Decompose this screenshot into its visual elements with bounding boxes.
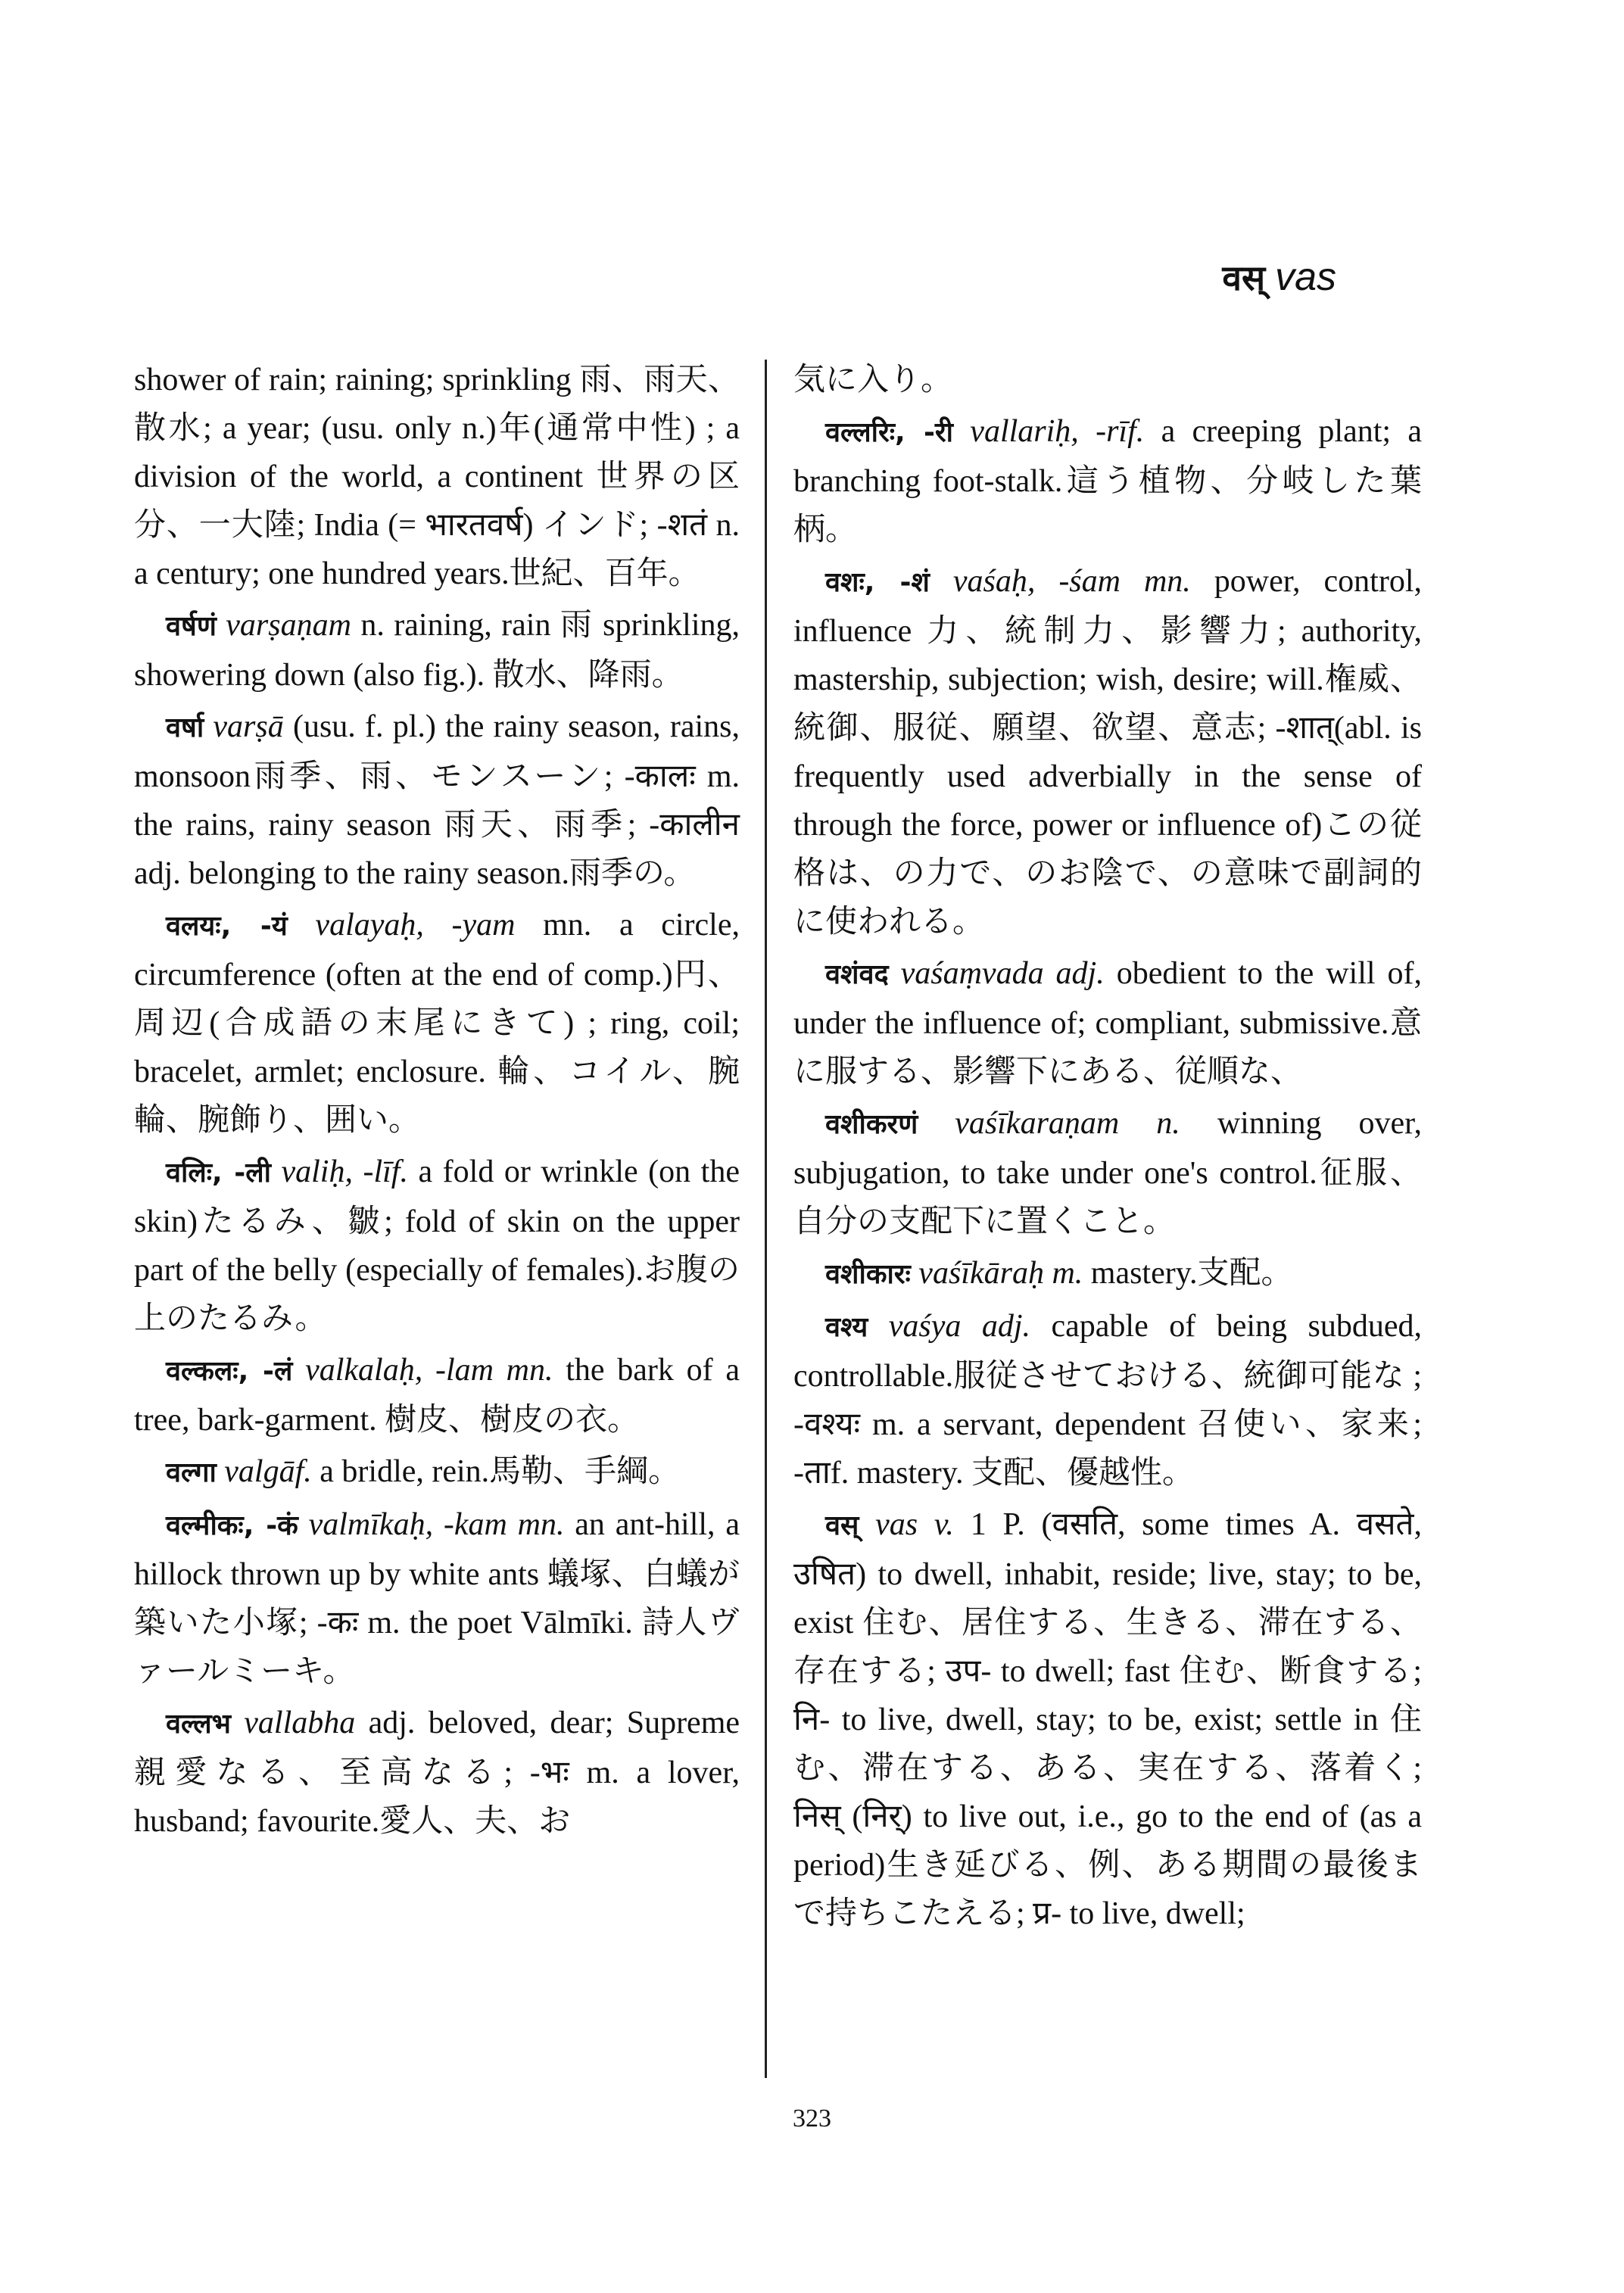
entry-definition: winning over, subjugation, to take under one's control.征服、自分の支配下に置くこと。 bbox=[793, 1106, 1422, 1239]
entry-headword: वल्लरिः, -री bbox=[825, 417, 953, 448]
entry-headword: वशीकारः bbox=[825, 1259, 911, 1290]
entry-transliteration: vaśaṃvada adj. bbox=[900, 956, 1105, 991]
entry-definition: 気に入り。 bbox=[793, 363, 953, 397]
dictionary-entry bbox=[134, 901, 740, 1145]
dictionary-entry bbox=[793, 407, 1422, 554]
entry-transliteration: vaśaḥ, -śam mn. bbox=[952, 564, 1191, 599]
running-head bbox=[1222, 257, 1336, 298]
column-divider bbox=[765, 360, 767, 2078]
entry-headword: वल्लभ bbox=[166, 1709, 231, 1740]
entry-definition: adj. beloved, dear; Supreme 親愛なる、至高なる; -भः m. a lover, husband; favourite.愛人、夫、お bbox=[134, 1706, 740, 1839]
entry-transliteration: vaśīkaraṇam n. bbox=[955, 1106, 1180, 1141]
dictionary-entry bbox=[793, 1249, 1422, 1299]
entry-headword: वल्मीकः, -कं bbox=[166, 1510, 298, 1541]
entry-definition: mn. a circle, circumference (often at the end of comp.)円、周辺(合成語の末尾にきて) ; ring, coil; bracelet, armlet; enclosure. 輪、コイル、腕輪、腕飾り、囲い。 bbox=[134, 908, 740, 1138]
left-column bbox=[134, 356, 740, 1849]
dictionary-entry bbox=[134, 1699, 740, 1846]
entry-headword: वल्कलः, -लं bbox=[166, 1356, 293, 1387]
dictionary-entry bbox=[134, 356, 740, 598]
entry-headword: वस् bbox=[825, 1510, 859, 1541]
entry-transliteration: varṣaṇam bbox=[226, 608, 351, 643]
entry-transliteration: vallabha bbox=[244, 1706, 356, 1740]
entry-transliteration: varṣā bbox=[213, 709, 284, 744]
dictionary-entry bbox=[793, 1500, 1422, 1938]
dictionary-entry bbox=[793, 1099, 1422, 1246]
entry-transliteration: vaśīkāraḥ m. bbox=[918, 1256, 1083, 1291]
entry-definition: n. raining, rain 雨 sprinkling, showering down (also fig.). 散水、降雨。 bbox=[134, 608, 740, 693]
entry-headword: वशः, -शं bbox=[825, 567, 930, 598]
entry-headword: वर्षणं bbox=[166, 611, 217, 642]
entry-headword: वशंवद bbox=[825, 959, 889, 990]
entry-definition: mastery.支配。 bbox=[1083, 1256, 1293, 1291]
dictionary-entry bbox=[793, 1302, 1422, 1497]
entry-headword: वल्गा bbox=[166, 1457, 217, 1488]
entry-transliteration: valkalaḥ, -lam mn. bbox=[305, 1353, 553, 1388]
dictionary-entry bbox=[134, 703, 740, 898]
running-head-roman: vas bbox=[1275, 255, 1336, 299]
entry-transliteration: vallariḥ, -rīf. bbox=[970, 414, 1145, 449]
entry-definition: capable of being subdued, controllable.服従させておける、統御可能な ; -वश्यः m. a servant, dependent 召使い、家来; -ताf. mastery. 支配、優越性。 bbox=[793, 1309, 1422, 1491]
entry-definition: 1 P. (वसति, some times A. वसते, उषित) to dwell, inhabit, reside; live, stay; to be, exist 住む、居住する、生きる、滞在する、存在する; उप- to dwell; fast 住む、断食する; नि- to live, dwell, stay; to be, exist; settle in 住む、滞在する、ある、実在する、落着く; निस् (निर्) to live out, i.e., go to the end of (as a period)生き延びる、例、ある期間の最後まで持ちこたえる; प्र- to live, dwell; bbox=[793, 1507, 1422, 1931]
entry-headword: वश्य bbox=[825, 1312, 868, 1343]
entry-definition: (usu. f. pl.) the rainy season, rains, monsoon雨季、雨、モンスーン; -कालः m. the rains, rainy season 雨天、雨季; -कालीन adj. belonging to the rainy season.雨季の。 bbox=[134, 709, 740, 891]
right-column bbox=[793, 356, 1422, 1941]
entry-headword: वर्षा bbox=[166, 712, 204, 743]
entry-definition: the bark of a tree, bark-garment. 樹皮、樹皮の衣。 bbox=[134, 1353, 740, 1438]
entry-transliteration: valiḥ, -līf. bbox=[281, 1154, 408, 1189]
page-number: 323 bbox=[793, 2105, 831, 2133]
entry-definition: a fold or wrinkle (on the skin)たるみ、皺; fold of skin on the upper part of the belly (especially of females).お腹の上のたるみ。 bbox=[134, 1154, 740, 1336]
dictionary-entry bbox=[134, 1346, 740, 1444]
dictionary-entry bbox=[134, 1148, 740, 1343]
dictionary-entry bbox=[134, 601, 740, 699]
entry-definition: a bridle, rein.馬勒、手綱。 bbox=[311, 1454, 681, 1489]
entry-definition: obedient to the will of, under the influence of; compliant, submissive.意に服する、影響下にある、従順な、 bbox=[793, 956, 1422, 1089]
entry-definition: an ant-hill, a hillock thrown up by white ants 蟻塚、白蟻が築いた小塚; -कः m. the poet Vālmīki. 詩人ヴァールミーキ。 bbox=[134, 1507, 740, 1689]
dictionary-entry bbox=[134, 1447, 740, 1497]
entry-transliteration: vas v. bbox=[875, 1507, 954, 1542]
entry-headword: वलयः, -यं bbox=[166, 911, 288, 942]
running-head-devanagari: वस् bbox=[1222, 257, 1266, 298]
entry-transliteration: vaśya adj. bbox=[888, 1309, 1030, 1344]
dictionary-entry bbox=[793, 356, 1422, 404]
entry-definition: a creeping plant; a branching foot-stalk.這う植物、分岐した葉柄。 bbox=[793, 414, 1422, 547]
entry-transliteration: valmīkaḥ, -kam mn. bbox=[308, 1507, 565, 1542]
entry-headword: वलिः, -ली bbox=[166, 1157, 271, 1189]
dictionary-entry bbox=[793, 557, 1422, 946]
entry-transliteration: valayaḥ, -yam bbox=[315, 908, 516, 942]
dictionary-entry bbox=[793, 949, 1422, 1096]
entry-definition: shower of rain; raining; sprinkling 雨、雨天、散水; a year; (usu. only n.)年(通常中性) ; a division of the world, a continent 世界の区分、一大陸; India (= भारतवर्ष) インド; -शतं n. a century; one hundred years.世紀、百年。 bbox=[134, 363, 740, 591]
dictionary-entry bbox=[134, 1500, 740, 1696]
entry-transliteration: valgāf. bbox=[224, 1454, 312, 1489]
entry-headword: वशीकरणं bbox=[825, 1109, 918, 1140]
entry-definition: power, control, influence 力、統制力、影響力; authority, mastership, subjection; wish, desire; will.権威、統御、服従、願望、欲望、意志; -शात्(abl. is frequently used adverbially in the sense of through the force, power or influence of)この従格は、の力で、のお陰で、の意味で副詞的に使われる。 bbox=[793, 564, 1422, 939]
